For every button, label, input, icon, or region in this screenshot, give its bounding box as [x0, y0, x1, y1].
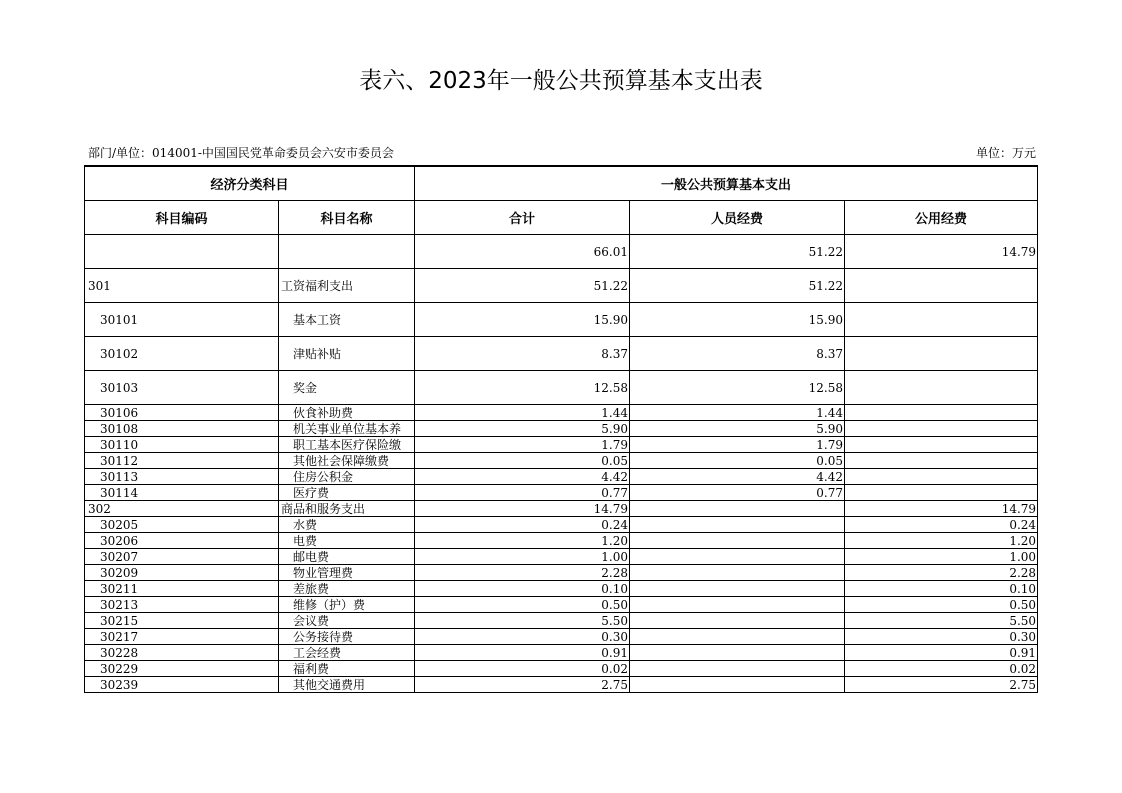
cell-name: 差旅费: [279, 581, 415, 597]
cell-total: 1.00: [415, 549, 630, 565]
cell-name: 邮电费: [279, 549, 415, 565]
cell-name: 物业管理费: [279, 565, 415, 581]
cell-code: 30110: [85, 437, 279, 453]
cell-public: [845, 485, 1038, 501]
cell-name: 公务接待费: [279, 629, 415, 645]
table-row: [85, 469, 1038, 485]
table-row: [85, 533, 1038, 549]
cell-code: 301: [85, 269, 279, 303]
cell-total: 0.30: [415, 629, 630, 645]
cell-code: 30112: [85, 453, 279, 469]
cell-public: 0.02: [845, 661, 1038, 677]
table-row: [85, 303, 1038, 337]
header-public: 公用经费: [845, 201, 1038, 235]
cell-public: 1.00: [845, 549, 1038, 565]
cell-code: 30206: [85, 533, 279, 549]
cell-name: 基本工资: [279, 303, 415, 337]
cell-personnel: [630, 581, 845, 597]
cell-total: 0.10: [415, 581, 630, 597]
table-row: [85, 421, 1038, 437]
table-row: [85, 565, 1038, 581]
cell-name: 福利费: [279, 661, 415, 677]
table-header: [85, 166, 1038, 235]
cell-code: 30205: [85, 517, 279, 533]
cell-code: 30101: [85, 303, 279, 337]
cell-code: 302: [85, 501, 279, 517]
table-row: [85, 269, 1038, 303]
cell-public: 14.79: [845, 501, 1038, 517]
budget-table: [84, 165, 1038, 693]
table-row: [85, 371, 1038, 405]
cell-total: 1.20: [415, 533, 630, 549]
cell-personnel: [630, 549, 845, 565]
cell-total: 0.91: [415, 645, 630, 661]
cell-total: 1.44: [415, 405, 630, 421]
table-row: [85, 613, 1038, 629]
cell-personnel: [630, 661, 845, 677]
cell-code: 30211: [85, 581, 279, 597]
cell-code: 30228: [85, 645, 279, 661]
cell-total: 0.02: [415, 661, 630, 677]
cell-name: 商品和服务支出: [279, 501, 415, 517]
cell-code: 30103: [85, 371, 279, 405]
cell-total: 8.37: [415, 337, 630, 371]
cell-name: 医疗费: [279, 485, 415, 501]
cell-personnel: [630, 597, 845, 613]
cell-total: 0.50: [415, 597, 630, 613]
cell-public: [845, 371, 1038, 405]
header-code: 科目编码: [85, 201, 279, 235]
cell-public: [845, 421, 1038, 437]
cell-name: 电费: [279, 533, 415, 549]
cell-name: 津贴补贴: [279, 337, 415, 371]
cell-public: 5.50: [845, 613, 1038, 629]
cell-public: [845, 303, 1038, 337]
cell-public: [845, 269, 1038, 303]
header-total: 合计: [415, 201, 630, 235]
cell-code: 30217: [85, 629, 279, 645]
cell-name: 其他社会保障缴费: [279, 453, 415, 469]
cell-code: 30114: [85, 485, 279, 501]
cell-personnel: 8.37: [630, 337, 845, 371]
cell-personnel: 1.44: [630, 405, 845, 421]
cell-code: [85, 235, 279, 269]
table-body: [85, 235, 1038, 693]
cell-total: 4.42: [415, 469, 630, 485]
cell-personnel: 51.22: [630, 235, 845, 269]
cell-name: 其他交通费用: [279, 677, 415, 693]
cell-personnel: 12.58: [630, 371, 845, 405]
cell-total: 0.24: [415, 517, 630, 533]
table-row: [85, 405, 1038, 421]
cell-name: 机关事业单位基本养: [279, 421, 415, 437]
header-personnel: 人员经费: [630, 201, 845, 235]
cell-code: 30106: [85, 405, 279, 421]
cell-personnel: [630, 645, 845, 661]
cell-personnel: 0.05: [630, 453, 845, 469]
cell-public: [845, 405, 1038, 421]
cell-public: 0.24: [845, 517, 1038, 533]
cell-personnel: 15.90: [630, 303, 845, 337]
cell-public: 0.91: [845, 645, 1038, 661]
page-title: 表六、2023年一般公共预算基本支出表: [359, 68, 763, 94]
table-row: [85, 437, 1038, 453]
table-row: [85, 661, 1038, 677]
cell-code: 30239: [85, 677, 279, 693]
cell-code: 30102: [85, 337, 279, 371]
cell-personnel: [630, 677, 845, 693]
cell-personnel: [630, 629, 845, 645]
cell-public: 2.28: [845, 565, 1038, 581]
cell-total: 66.01: [415, 235, 630, 269]
unit-label: 单位：万元: [975, 146, 1036, 160]
cell-personnel: 51.22: [630, 269, 845, 303]
cell-code: 30213: [85, 597, 279, 613]
cell-public: 0.10: [845, 581, 1038, 597]
cell-total: 51.22: [415, 269, 630, 303]
cell-public: [845, 469, 1038, 485]
cell-name: 住房公积金: [279, 469, 415, 485]
cell-public: 1.20: [845, 533, 1038, 549]
cell-name: 工会经费: [279, 645, 415, 661]
cell-total: 5.90: [415, 421, 630, 437]
table-row: [85, 501, 1038, 517]
cell-personnel: [630, 533, 845, 549]
cell-public: 2.75: [845, 677, 1038, 693]
cell-total: 5.50: [415, 613, 630, 629]
table-row: [85, 645, 1038, 661]
table-row: [85, 453, 1038, 469]
cell-public: 14.79: [845, 235, 1038, 269]
cell-personnel: 1.79: [630, 437, 845, 453]
cell-total: 2.28: [415, 565, 630, 581]
cell-total: 2.75: [415, 677, 630, 693]
table-row: [85, 235, 1038, 269]
cell-name: 职工基本医疗保险缴: [279, 437, 415, 453]
cell-total: 15.90: [415, 303, 630, 337]
cell-public: 0.30: [845, 629, 1038, 645]
cell-name: [279, 235, 415, 269]
header-budget-group: 一般公共预算基本支出: [415, 166, 1038, 201]
cell-public: [845, 337, 1038, 371]
cell-code: 30229: [85, 661, 279, 677]
cell-code: 30209: [85, 565, 279, 581]
cell-total: 0.77: [415, 485, 630, 501]
header-name: 科目名称: [279, 201, 415, 235]
cell-total: 14.79: [415, 501, 630, 517]
cell-code: 30215: [85, 613, 279, 629]
cell-public: [845, 437, 1038, 453]
cell-code: 30113: [85, 469, 279, 485]
cell-code: 30207: [85, 549, 279, 565]
table-row: [85, 517, 1038, 533]
table-row: [85, 485, 1038, 501]
table-row: [85, 549, 1038, 565]
table-row: [85, 597, 1038, 613]
cell-name: 维修（护）费: [279, 597, 415, 613]
cell-name: 工资福利支出: [279, 269, 415, 303]
cell-code: 30108: [85, 421, 279, 437]
cell-personnel: [630, 613, 845, 629]
cell-public: [845, 453, 1038, 469]
cell-public: 0.50: [845, 597, 1038, 613]
cell-total: 12.58: [415, 371, 630, 405]
table-row: [85, 337, 1038, 371]
cell-personnel: 4.42: [630, 469, 845, 485]
cell-name: 奖金: [279, 371, 415, 405]
table-row: [85, 629, 1038, 645]
cell-name: 伙食补助费: [279, 405, 415, 421]
cell-name: 水费: [279, 517, 415, 533]
cell-personnel: [630, 565, 845, 581]
cell-total: 1.79: [415, 437, 630, 453]
table-row: [85, 581, 1038, 597]
header-econ-group: 经济分类科目: [85, 166, 415, 201]
cell-personnel: 5.90: [630, 421, 845, 437]
cell-personnel: [630, 501, 845, 517]
cell-name: 会议费: [279, 613, 415, 629]
cell-personnel: [630, 517, 845, 533]
department-label: 部门/单位：014001-中国国民党革命委员会六安市委员会: [88, 146, 394, 160]
cell-total: 0.05: [415, 453, 630, 469]
cell-personnel: 0.77: [630, 485, 845, 501]
table-row: [85, 677, 1038, 693]
